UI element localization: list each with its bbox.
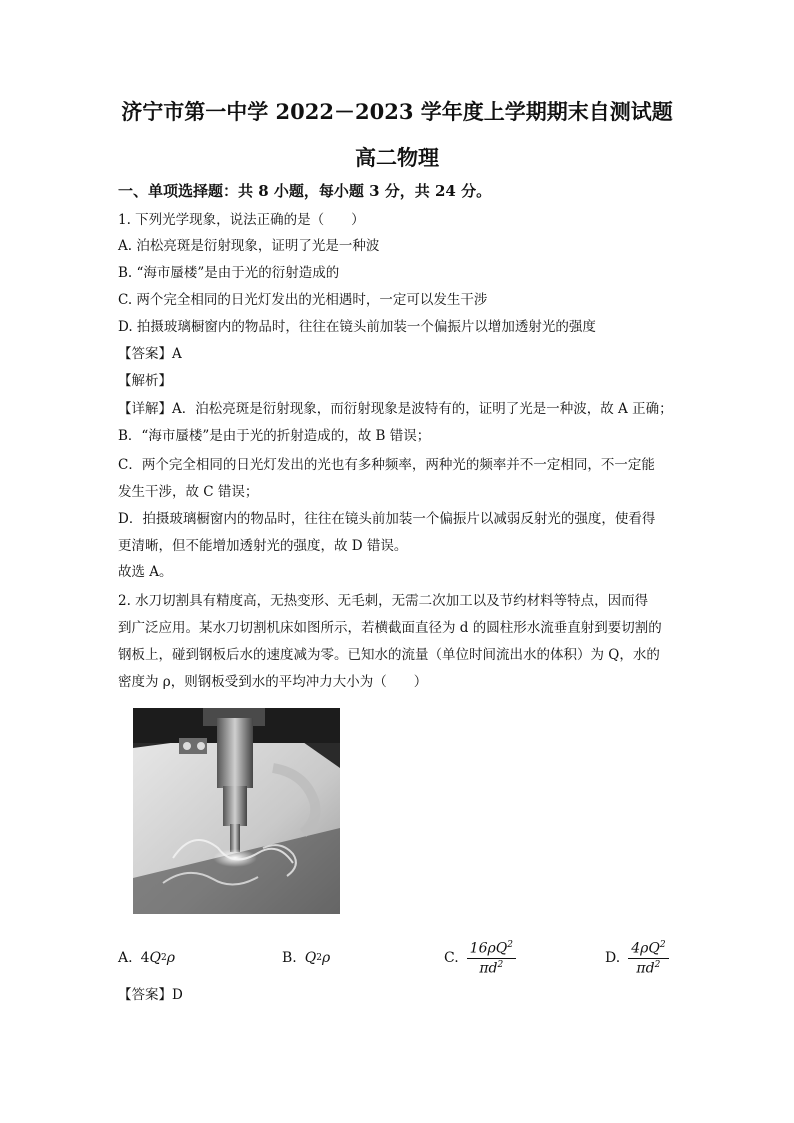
exponent: 2 [497, 959, 504, 970]
rho-symbol: ρ [321, 950, 331, 966]
denominator [636, 959, 660, 977]
fraction [467, 940, 516, 976]
q1-conclusion: 故选 A。 [118, 564, 173, 580]
q2-stem-line: 到广泛应用。某水刀切割机床如图所示，若横截面直径为 d 的圆柱形水流垂直射到要切割的 [118, 620, 662, 636]
q1-option-d: D. 拍摄玻璃橱窗内的物品时，往往在镜头前加装一个偏振片以增加透射光的强度 [118, 319, 596, 335]
rho-symbol: ρ [166, 950, 175, 966]
numerator-text: 4ρQ [631, 940, 660, 957]
q1-stem: 1. 下列光学现象，说法正确的是（ ） [118, 212, 365, 228]
q1-option-a: A. 泊松亮斑是衍射现象，证明了光是一种波 [118, 238, 380, 254]
option-label: D. [605, 950, 621, 966]
q2-option-c [444, 936, 516, 980]
q2-stem-line: 钢板上，碰到钢板后水的速度减为零。已知水的流量（单位时间流出水的体积）为 Q，水的 [118, 647, 660, 663]
option-label: A. [118, 950, 133, 966]
numerator-text: 16ρQ [469, 940, 508, 957]
q1-answer: 【答案】A [118, 346, 182, 362]
exam-title: 济宁市第一中学 2022－2023 学年度上学期期末自测试题 [121, 99, 673, 124]
option-label: C. [444, 950, 459, 966]
denominator-text: πd [479, 960, 498, 977]
exponent: 2 [654, 959, 661, 970]
q1-detail-line: 【详解】A．泊松亮斑是衍射现象，而衍射现象是波特有的，证明了光是一种波，故 A 正确； [118, 401, 673, 417]
variable-q: Q [304, 950, 317, 966]
option-label: B. [282, 950, 297, 966]
q1-option-b: B. “海市蜃楼”是由于光的衍射造成的 [118, 265, 340, 281]
q1-analysis-title: 【解析】 [118, 373, 172, 389]
exponent: 2 [507, 939, 513, 950]
q1-detail-line: 更清晰，但不能增加透射光的强度，故 D 错误。 [118, 538, 408, 554]
exam-subject: 高二物理 [355, 145, 439, 170]
exponent: 2 [160, 953, 167, 963]
q2-answer: 【答案】D [118, 987, 183, 1003]
denominator [479, 959, 503, 977]
exponent: 2 [316, 953, 322, 963]
section-heading: 一、单项选择题：共 8 小题，每小题 3 分，共 24 分。 [118, 182, 492, 200]
coefficient: 4 [140, 950, 150, 966]
q1-detail-line: D．拍摄玻璃橱窗内的物品时，往往在镜头前加装一个偏振片以减弱反射光的强度，使看得 [118, 511, 656, 527]
numerator [628, 940, 668, 959]
q1-detail-line: C．两个完全相同的日光灯发出的光也有多种频率，两种光的频率并不一定相同，不一定能 [118, 457, 655, 473]
exponent: 2 [659, 939, 666, 950]
q1-detail-line: B．“海市蜃楼”是由于光的折射造成的，故 B 错误； [118, 428, 431, 444]
fraction [628, 940, 668, 976]
q2-option-a [118, 936, 175, 980]
variable-q: Q [149, 950, 161, 966]
numerator [467, 940, 516, 959]
q2-stem-line: 2. 水刀切割具有精度高，无热变形、无毛刺，无需二次加工以及节约材料等特点，因而得 [118, 593, 649, 609]
waterjet-machine-photo [133, 708, 340, 914]
q2-option-b [282, 936, 330, 980]
q1-detail-line: 发生干涉，故 C 错误； [118, 484, 259, 500]
q2-option-d [605, 936, 669, 980]
q1-option-c: C. 两个完全相同的日光灯发出的光相遇时，一定可以发生干涉 [118, 292, 488, 308]
denominator-text: πd [636, 960, 655, 977]
q2-options [118, 936, 678, 980]
q2-stem-line: 密度为 ρ，则钢板受到水的平均冲力大小为（ ） [118, 674, 428, 690]
